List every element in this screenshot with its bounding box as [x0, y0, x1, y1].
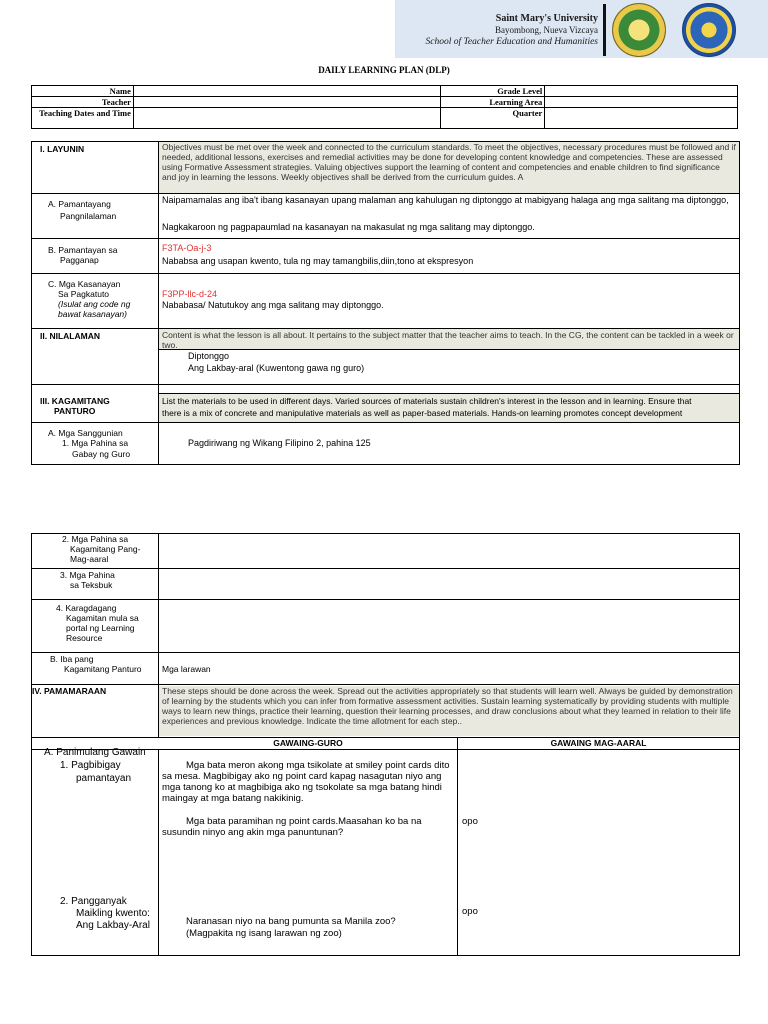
kagamitan-label-1: III. KAGAMITANG: [40, 396, 110, 406]
dates-value[interactable]: [133, 108, 441, 129]
s2-label-a: 2. Pangganyak: [60, 896, 127, 907]
row-line: [32, 273, 739, 274]
b-text: Nababsa ang usapan kwento, tula ng may tamangbilis,diin,tono at ekspresyon: [162, 256, 474, 266]
col-divider: [457, 737, 458, 955]
pahina-label-2: Gabay ng Guro: [72, 449, 131, 459]
s2-teacher-text-2: (Magpakita ng isang larawan ng zoo): [186, 928, 342, 939]
a-text-2: Nagkakaroon ng pagpapaumlad na kasanayan na makasulat ng mga salitang may diptonggo.: [162, 222, 535, 232]
materials-note-2: there is a mix of concrete and manipulative materials as well as paper-based materials. Hands-on learning promotes concept development: [162, 408, 683, 418]
s1-teacher-text-2: Mga bata paramihan ng point cards.Maasahan ko ba na susundin ninyo ang akin mga panuntunan?: [162, 816, 422, 838]
row-line: [32, 684, 739, 685]
row-line: [32, 422, 739, 423]
c-label-1: C. Mga Kasanayan: [48, 279, 121, 289]
c-text: Nababasa/ Natutukoy ang mga salitang may diptonggo.: [162, 300, 384, 310]
quarter-label: Quarter: [441, 108, 545, 129]
objectives-table: [31, 141, 740, 465]
r3-label-3: portal ng Learning: [66, 623, 135, 633]
s1-teacher-text-1: Mga bata meron akong mga tsikolate at smiley point cards dito sa mesa. Magbibigay ako ng point card kapag nasagutan niyo ang mga tanong ko at magbibiga ako ng tsokolate sa mga batang hindi maingay at mga batang nakikinig.: [162, 760, 450, 804]
b-code: F3TA-Oa-j-3: [162, 243, 212, 253]
c-label-3: (Isulat ang code ng: [58, 299, 131, 309]
s2-label-b: Maikling kwento:: [76, 908, 150, 919]
content-line-1: Diptonggo: [188, 351, 230, 361]
row-line: [32, 652, 739, 653]
row-line: [32, 238, 739, 239]
layunin-label: I. LAYUNIN: [40, 144, 85, 154]
university-name: Saint Mary's University: [495, 13, 598, 24]
r2-label-1: 3. Mga Pahina: [60, 570, 115, 580]
university-seal-logo: [682, 3, 736, 57]
sanggunian-text: Pagdiriwang ng Wikang Filipino 2, pahina 125: [188, 438, 371, 448]
c-code: F3PP-llc-d-24: [162, 289, 218, 299]
teacher-label: Teacher: [32, 97, 134, 108]
s1-label-c: pamantayan: [76, 773, 132, 784]
grade-level-value[interactable]: [545, 86, 738, 97]
r2-label-2: sa Teksbuk: [70, 580, 113, 590]
a-label-1: A. Pamantayang: [48, 199, 111, 209]
university-location: Bayombong, Nueva Vizcaya: [494, 25, 598, 35]
nilalaman-label: II. NILALAMAN: [40, 331, 100, 341]
s2-student-response: opo: [462, 906, 478, 917]
s1-label-b: 1. Pagbibigay: [60, 760, 121, 771]
s2-teacher-text-1: Naranasan niyo na bang pumunta sa Manila zoo?: [186, 916, 396, 927]
dates-label: Teaching Dates and Time: [32, 108, 134, 129]
school-name: School of Teacher Education and Humanities: [425, 37, 598, 47]
name-value[interactable]: [133, 86, 441, 97]
pahina-label-1: 1. Mga Pahina sa: [62, 438, 129, 448]
row-line: [32, 193, 739, 194]
procedures-note: These steps should be done across the week. Spread out the activities appropriately so that students will learn well. Always be guided by demonstration of learning by the students which you can infer from formative assessment activities. Sustain learning systematically by providing students with multiple ways to learn new things, practice their learning, question their learning processes, and draw conclusions about what they learned in relation to their life experiences and previous knowledge. Indicate the time allotment for each step..: [162, 686, 733, 726]
b-label-1: B. Pamantayan sa: [48, 245, 118, 255]
pamamaraan-label: IV. PAMAMARAAN: [32, 686, 107, 696]
c-label-2: Sa Pagkatuto: [58, 289, 110, 299]
c-label-4: bawat kasanayan): [58, 309, 127, 319]
col-mag-aaral-header: GAWAING MAG-AARAL: [550, 738, 647, 748]
name-label: Name: [32, 86, 134, 97]
col-guro-header: GAWAING-GURO: [273, 738, 343, 748]
row-line: [32, 599, 739, 600]
grade-level-label: Grade Level: [441, 86, 545, 97]
content-line-2: Ang Lakbay-aral (Kuwentong gawa ng guro): [188, 363, 365, 373]
kagamitan-label-2: PANTURO: [54, 406, 96, 416]
r4-text: Mga larawan: [162, 664, 211, 674]
materials-note-1: List the materials to be used in different days. Varied sources of materials sustain children's interest in the lesson and in learning. Ensure that: [162, 396, 692, 406]
objectives-note: Objectives must be met over the week and connected to the curriculum standards. To meet the objectives, necessary procedures must be followed and if needed, additional lessons, exercises and remedial activities may be done for developing content knowledge and competencies. These are assessed using Formative Assessment strategies. Valuing objectives support the learning of content and competencies and enable children to find significance and joy in learning the lessons. Weekly objectives shall be derived from the curriculum guides. A: [162, 142, 736, 182]
s1-label-a: A. Panimulang Gawain: [44, 747, 146, 758]
r4-label-1: B. Iba pang: [50, 654, 94, 664]
row-line: [159, 393, 739, 394]
row-line: [32, 568, 739, 569]
r3-label-4: Resource: [66, 633, 103, 643]
a-label-2: Pangnilalaman: [60, 211, 117, 221]
r1-label-1: 2. Mga Pahina sa: [62, 534, 129, 544]
r3-label-1: 4. Karagdagang: [56, 603, 117, 613]
b-label-2: Pagganap: [60, 255, 99, 265]
quarter-value[interactable]: [545, 108, 738, 129]
info-table: [31, 85, 738, 129]
r1-label-2: Kagamitang Pang-: [70, 544, 141, 554]
content-note: Content is what the lesson is all about. It pertains to the subject matter that the teacher aims to teach. In the CG, the content can be tackled in a week or two.: [162, 330, 734, 350]
header-divider: [603, 4, 606, 56]
school-seal-logo: [612, 3, 666, 57]
teacher-value[interactable]: [133, 97, 441, 108]
r3-label-2: Kagamitan mula sa: [66, 613, 139, 623]
learning-area-label: Learning Area: [441, 97, 545, 108]
row-line: [32, 384, 739, 385]
a-text-1: Naipamamalas ang iba't ibang kasanayan upang malaman ang kahulugan ng diptonggo at mabigyang halaga ang mga salitang ma diptonggo,: [162, 195, 729, 205]
procedures-table: [31, 533, 740, 956]
sanggunian-label: A. Mga Sanggunian: [48, 428, 123, 438]
r1-label-3: Mag-aaral: [70, 554, 109, 564]
s1-student-response: opo: [462, 816, 478, 827]
row-line: [32, 328, 739, 329]
s2-label-c: Ang Lakbay-Aral: [76, 920, 150, 931]
learning-area-value[interactable]: [545, 97, 738, 108]
col-divider: [158, 749, 159, 955]
r4-label-2: Kagamitang Panturo: [64, 664, 142, 674]
page-title: DAILY LEARNING PLAN (DLP): [318, 65, 450, 75]
